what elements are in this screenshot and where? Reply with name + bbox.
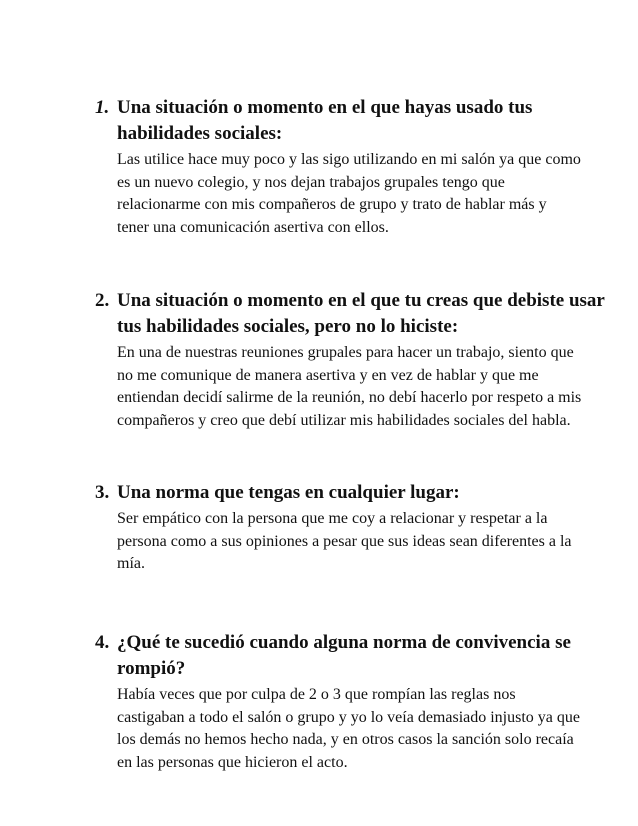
question-text-line: Una situación o momento en el que hayas usado tus	[117, 97, 533, 118]
answer-line: entiendan decidí salirme de la reunión, no debí hacerlo por respeto a mis	[117, 389, 582, 406]
answer-line: relacionarme con mis compañeros de grupo y trato de hablar más y	[117, 196, 547, 213]
answer-paragraph-2	[95, 342, 610, 432]
answer-line: En una de nuestras reuniones grupales para hacer un trabajo, siento que	[117, 344, 574, 361]
question-heading-1	[95, 95, 610, 147]
answer-line: mía.	[117, 555, 145, 572]
question-number-3: 3.	[95, 482, 110, 503]
answer-line: en las personas que hicieron el acto.	[117, 753, 348, 771]
question-heading-4	[95, 630, 610, 682]
answer-line: los demás no hemos hecho nada, y en otros casos la sanción solo recaía	[117, 731, 574, 748]
question-text-line: rompió?	[117, 658, 186, 679]
question-item-1	[95, 95, 610, 239]
question-text-line: habilidades sociales:	[117, 123, 283, 144]
answer-paragraph-4	[95, 684, 610, 774]
question-text-line: Una situación o momento en el que tu creas que debiste usar	[117, 290, 605, 311]
question-text-line: Una norma que tengas en cualquier lugar:	[117, 482, 460, 503]
question-item-4	[95, 630, 610, 774]
answer-line: Ser empático con la persona que me coy a relacionar y respetar a la	[117, 510, 548, 527]
question-item-2	[95, 288, 610, 432]
question-number-4: 4.	[95, 632, 110, 653]
answer-line: Había veces que por culpa de 2 o 3 que rompían las reglas nos	[117, 686, 516, 703]
answer-line: castigaban a todo el salón o grupo y yo lo veía demasiado injusto ya que	[117, 708, 580, 726]
question-heading-2	[95, 288, 610, 340]
question-text-line: ¿Qué te sucedió cuando alguna norma de convivencia se	[117, 632, 571, 653]
question-text-line: tus habilidades sociales, pero no lo hiciste:	[117, 316, 459, 337]
answer-line: persona como a sus opiniones a pesar que sus ideas sean diferentes a la	[117, 532, 572, 550]
question-number-1: 1.	[95, 97, 110, 118]
answer-line: Las utilice hace muy poco y las sigo utilizando en mi salón ya que como	[117, 151, 581, 168]
answer-line: no me comunique de manera asertiva y en vez de hablar y que me	[117, 366, 539, 384]
question-heading-3	[95, 480, 610, 506]
answer-paragraph-1	[95, 149, 610, 239]
answer-paragraph-3	[95, 508, 610, 576]
answer-line: compañeros y creo que debí utilizar mis habilidades sociales del habla.	[117, 411, 571, 429]
answer-line: es un nuevo colegio, y nos dejan trabajos grupales tengo que	[117, 173, 505, 191]
question-item-3	[95, 480, 610, 576]
answer-line: tener una comunicación asertiva con ellos.	[117, 218, 389, 236]
question-number-2: 2.	[95, 290, 110, 311]
